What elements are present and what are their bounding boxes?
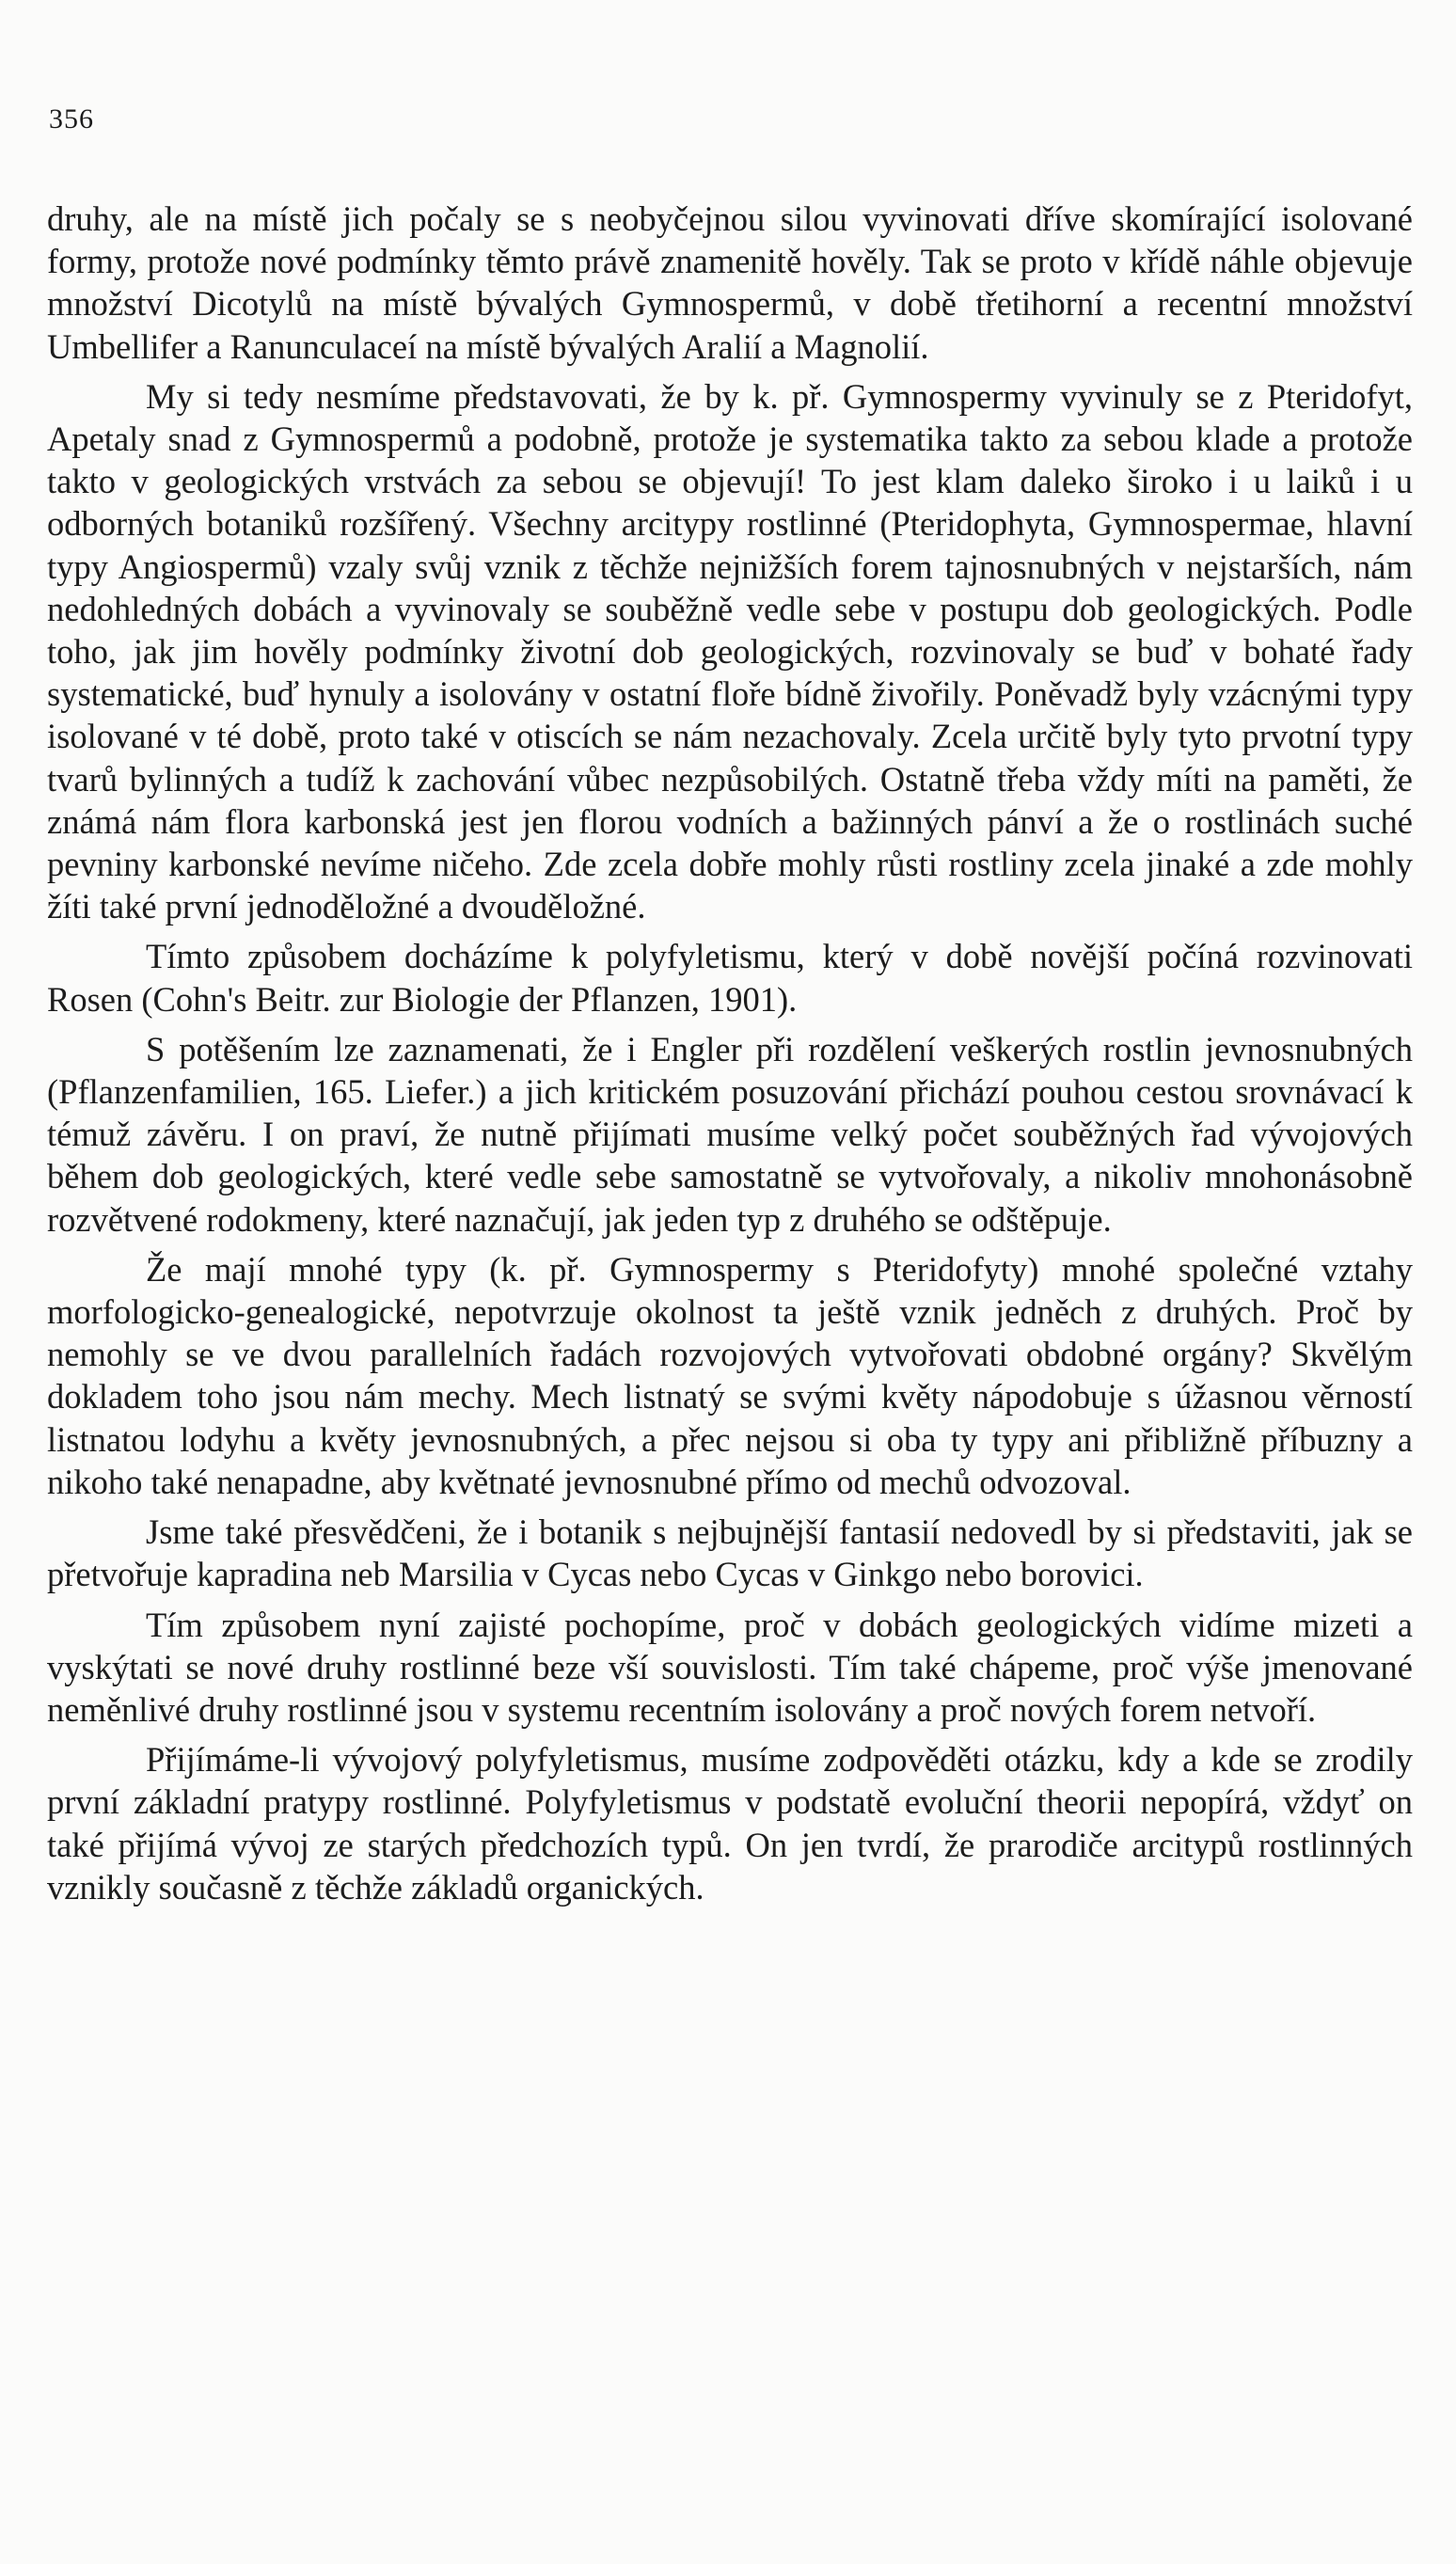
paragraph-3: Tímto způsobem docházíme k polyfyletismu, který v době novější počíná rozvinovati Rosen (Cohn's Beitr. zur Biologie der Pflanzen, 1901). xyxy=(47,937,1413,1019)
body-text xyxy=(47,198,1413,1908)
paragraph-7: Tím způsobem nyní zajisté pochopíme, proč v dobách geologických vidíme mizeti a vyskýtati se nové druhy rostlinné beze vší souvislosti. Tím také chápeme, proč výše jmenované neměnlivé druhy rostlinné jsou v systemu recentním isolovány a proč nových forem netvoří. xyxy=(47,1605,1413,1729)
paragraph-5: Že mají mnohé typy (k. př. Gymnospermy s Pteridofyty) mnohé společné vztahy morfologicko-genealogické, nepotvrzuje okolnost ta ještě vznik jedněch z druhých. Proč by nemohly se ve dvou parallelních řadách rozvojových vytvořovati obdobné orgány? Skvělým dokladem toho jsou nám mechy. Mech listnatý se svými květy nápodobuje s úžasnou věrností listnatou lodyhu a květy jevnosnubných, a přec nejsou si oba ty typy ani přibližně příbuzny a nikoho také nenapadne, aby květnaté jevnosnubné přímo od mechů odvozoval. xyxy=(47,1249,1413,1501)
page-number: 356 xyxy=(49,103,94,135)
paragraph-2: My si tedy nesmíme představovati, že by k. př. Gymnospermy vyvinuly se z Pteridofyt, Apetaly snad z Gymnospermů a podobně, protože je systematika takto za sebou klade a protože takto v geologických vrstvách za sebou se objevují! To jest klam daleko široko i u laiků i u odborných botaniků rozšířený. Všechny arcitypy rostlinné (Pteridophyta, Gymnospermae, hlavní typy Angiospermů) vzaly svůj vznik z těchže nejnižších forem tajnosnubných v nejstarších, nám nedohledných dobách a vyvinovaly se souběžně vedle sebe v postupu dob geologických. Podle toho, jak jim hověly podmínky životní dob geologických, rozvinovaly se buď v bohaté řady systematické, buď hynuly a isolovány v ostatní floře bídně živořily. Poněvadž byly vzácnými typy isolované v té době, proto také v otiscích se nám nezachovaly. Zcela určitě byly tyto prvotní typy tvarů bylinných a tudíž k zachování vůbec nezpůsobilých. Ostatně třeba vždy míti na paměti, že známá nám flora karbonská jest jen florou vodních a bažinných pánví a že o rostlinách suché pevniny karbonské nevíme ničeho. Zde zcela dobře mohly růsti rostliny zcela jinaké a zde mohly žíti také první jednoděložné a dvouděložné. xyxy=(47,376,1413,926)
paragraph-1: druhy, ale na místě jich počaly se s neobyčejnou silou vyvinovati dříve skomírající isolované formy, protože nové podmínky těmto právě znamenitě hověly. Tak se proto v křídě náhle objevuje množství Dicotylů na místě bývalých Gymnospermů, v době třetihorní a recentní množství Umbellifer a Ranunculaceí na místě bývalých Aralií a Magnolií. xyxy=(47,199,1413,366)
paragraph-4: S potěšením lze zaznamenati, že i Engler při rozdělení veškerých rostlin jevnosnubných (Pflanzenfamilien, 165. Liefer.) a jich kritickém posuzování přichází pouhou cestou srovnávací k témuž závěru. I on praví, že nutně přijímati musíme velký počet souběžných řad vývojových během dob geologických, které vedle sebe samostatně se vytvořovaly, a nikoliv mnohonásobně rozvětvené rodokmeny, které naznačují, jak jeden typ z druhého se odštěpuje. xyxy=(47,1029,1413,1239)
paragraph-8: Přijímáme-li vývojový polyfyletismus, musíme zodpověděti otázku, kdy a kde se zrodily první základní pratypy rostlinné. Polyfyletismus v podstatě evoluční theorii nepopírá, vždyť on také přijímá vývoj ze starých předchozích typů. On jen tvrdí, že prarodiče arcitypů rostlinných vznikly současně z těchže základů organických. xyxy=(47,1740,1413,1907)
paragraph-6: Jsme také přesvědčeni, že i botanik s nejbujnější fantasií nedovedl by si představiti, jak se přetvořuje kapradina neb Marsilia v Cycas nebo Cycas v Ginkgo nebo borovici. xyxy=(47,1512,1413,1594)
